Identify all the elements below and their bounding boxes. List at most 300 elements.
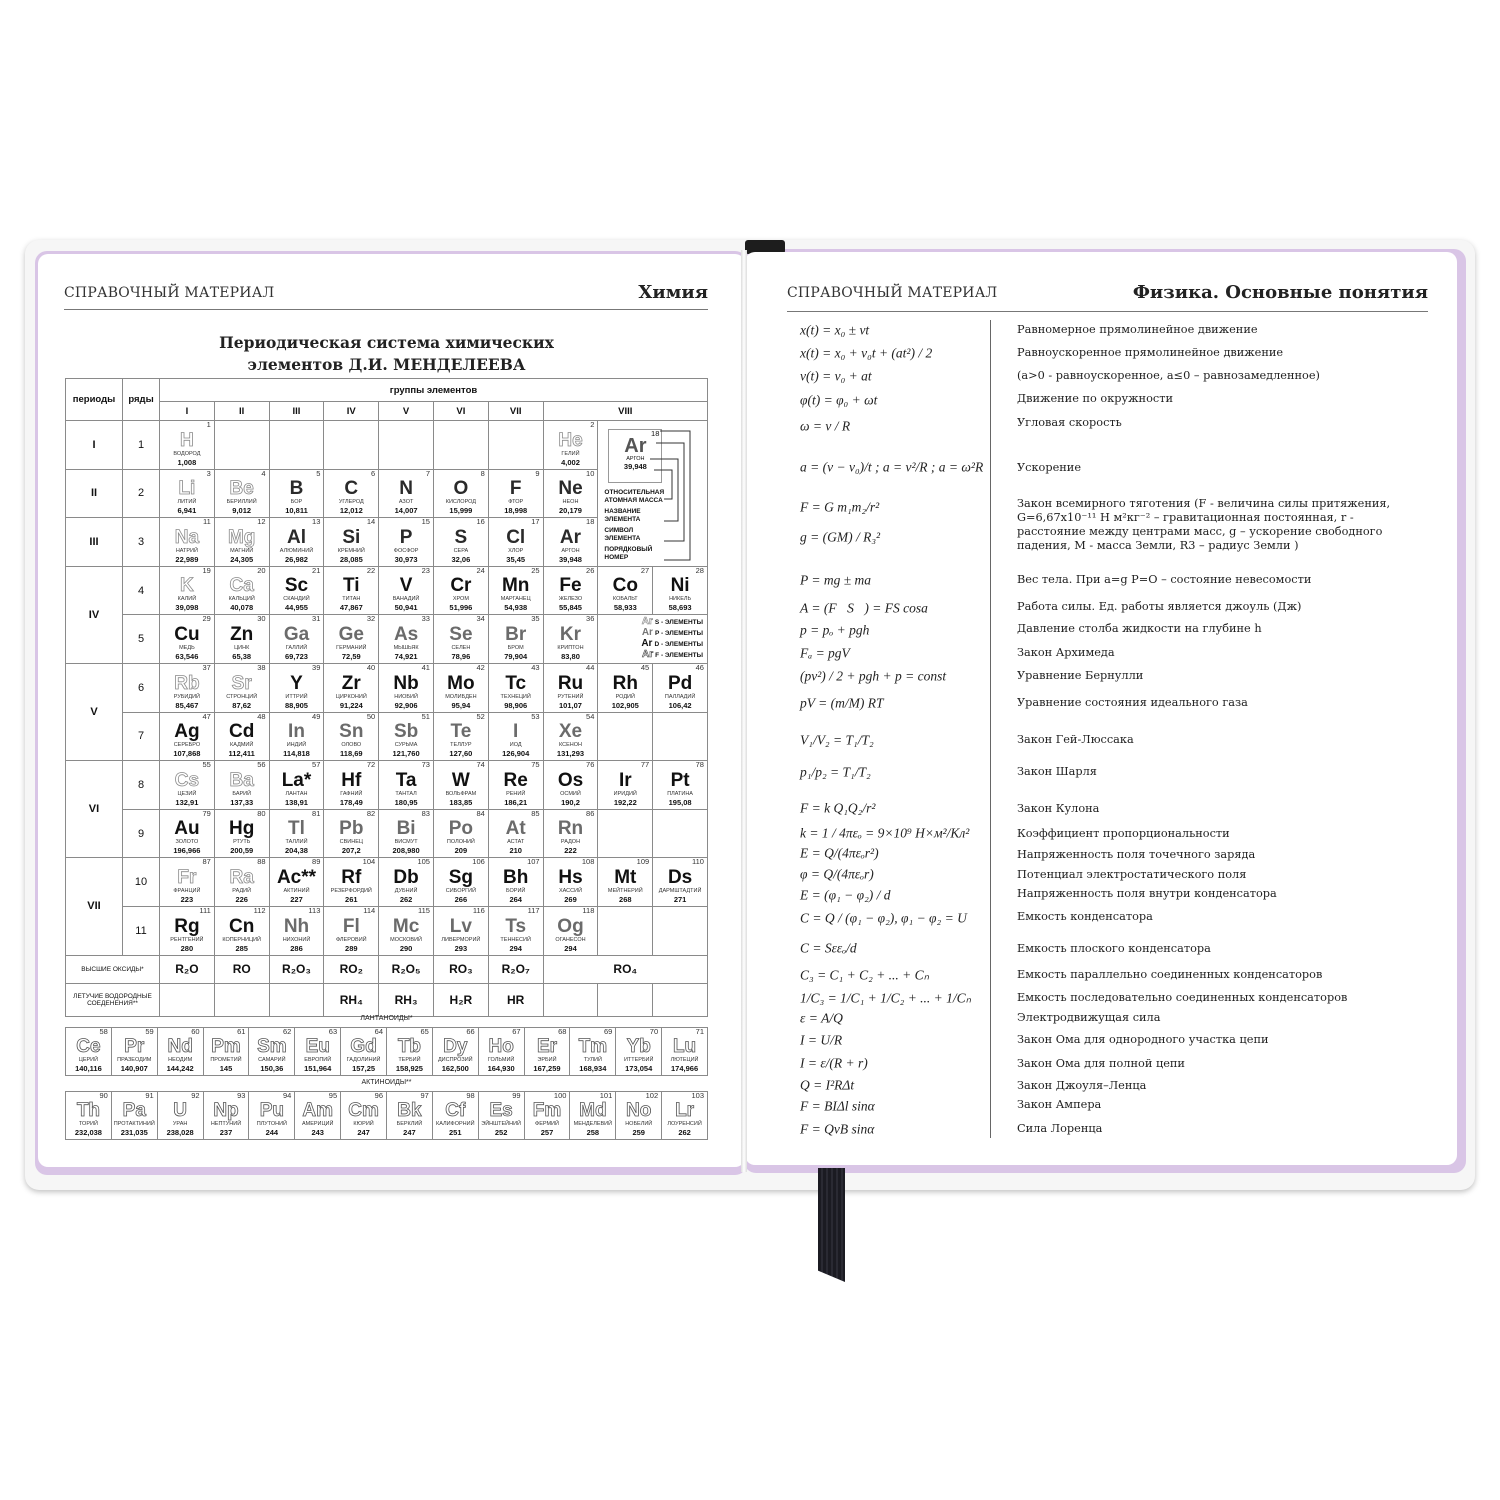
physics-formula: F = QvB sinα bbox=[800, 1121, 875, 1137]
element-symbol: Co bbox=[612, 575, 638, 597]
atomic-mass: 88,905 bbox=[285, 700, 308, 710]
element-symbol: Np bbox=[213, 1100, 239, 1121]
atomic-number: 78 bbox=[695, 761, 704, 770]
element-cell bbox=[653, 664, 707, 712]
element-name: ОСМИЙ bbox=[560, 790, 581, 797]
f-element-cell bbox=[249, 1092, 294, 1139]
element-symbol: Ar bbox=[559, 526, 582, 548]
atomic-mass: 58,933 bbox=[613, 603, 637, 613]
atomic-number: 79 bbox=[202, 809, 211, 818]
element-cell bbox=[270, 470, 324, 518]
element-cell bbox=[160, 858, 214, 906]
formula-description: Закон Шарля bbox=[1017, 765, 1097, 778]
right-header-title: Физика. Основные понятия bbox=[1132, 282, 1428, 303]
atomic-mass: 226 bbox=[235, 894, 248, 904]
element-cell bbox=[324, 470, 378, 518]
element-name: ЛИВЕРМОРИЙ bbox=[441, 936, 481, 943]
element-cell bbox=[270, 761, 324, 809]
element-symbol: Sc bbox=[284, 575, 309, 597]
element-symbol: Ir bbox=[618, 769, 632, 791]
element-symbol: Br bbox=[505, 623, 527, 645]
atomic-mass: 39,948 bbox=[559, 554, 582, 564]
atomic-number: 35 bbox=[531, 615, 540, 624]
block-legend-symbol: Ar bbox=[642, 649, 654, 661]
legend-name: АРГОН bbox=[626, 456, 645, 462]
element-name: УРАН bbox=[172, 1121, 188, 1127]
atomic-number: 84 bbox=[476, 809, 485, 818]
element-name: БАРИЙ bbox=[232, 790, 252, 797]
rows-header: ряды bbox=[123, 379, 159, 420]
element-name: ЛЮТЕЦИЙ bbox=[670, 1057, 699, 1063]
element-name: СТРОНЦИЙ bbox=[226, 693, 258, 700]
element-cell bbox=[324, 858, 378, 906]
element-name: МЕЙТНЕРИЙ bbox=[607, 887, 643, 894]
element-symbol: H bbox=[180, 429, 194, 451]
atomic-number: 67 bbox=[512, 1028, 521, 1036]
element-symbol: Eu bbox=[305, 1036, 330, 1057]
atomic-mass: 10,811 bbox=[285, 506, 308, 516]
element-cell bbox=[489, 470, 543, 518]
element-cell bbox=[324, 567, 378, 615]
atomic-number: 96 bbox=[374, 1092, 383, 1100]
element-name: НИОБИЙ bbox=[394, 693, 418, 700]
element-cell bbox=[270, 858, 324, 906]
block-legend-label: F - ЭЛЕМЕНТЫ bbox=[655, 652, 703, 660]
group-header: V bbox=[379, 402, 433, 420]
atomic-mass: 204,38 bbox=[285, 846, 308, 856]
f-element-cell bbox=[295, 1028, 340, 1075]
f-element-cell bbox=[616, 1028, 661, 1075]
atomic-number: 97 bbox=[420, 1092, 429, 1100]
element-cell bbox=[215, 810, 269, 858]
physics-formula: F = BIΔl sinα bbox=[800, 1098, 875, 1114]
atomic-number: 34 bbox=[476, 615, 485, 624]
element-symbol: Cl bbox=[506, 526, 526, 548]
element-cell bbox=[434, 615, 488, 663]
element-symbol: Nb bbox=[393, 672, 419, 694]
element-symbol: Ts bbox=[505, 915, 527, 937]
element-symbol: Pm bbox=[211, 1036, 241, 1057]
atomic-number: 102 bbox=[645, 1092, 659, 1100]
element-symbol: Pu bbox=[259, 1100, 284, 1121]
atomic-number: 40 bbox=[366, 663, 376, 672]
element-name: РАДИЙ bbox=[232, 887, 252, 894]
legend-mass: 39,948 bbox=[623, 462, 647, 471]
element-name: ВОДОРОД bbox=[173, 450, 201, 457]
atomic-number: 71 bbox=[695, 1028, 704, 1036]
atomic-number: 57 bbox=[312, 761, 321, 770]
element-symbol: Cn bbox=[229, 915, 255, 937]
formula-description: Электродвижущая сила bbox=[1017, 1011, 1161, 1024]
element-symbol: Cu bbox=[174, 623, 200, 645]
element-cell bbox=[324, 907, 378, 955]
formula-description: Коэффициент пропорциональности bbox=[1017, 827, 1230, 840]
f-element-cell bbox=[66, 1028, 111, 1075]
physics-formula: k = 1 / 4πεₒ = 9×10⁹ H×м²/Кл² bbox=[800, 825, 970, 841]
row-number: 3 bbox=[123, 518, 159, 566]
hydride-formula: RH₄ bbox=[324, 984, 378, 1016]
element-name: ПЛУТОНИЙ bbox=[256, 1121, 288, 1127]
physics-formula: x(t) = x₀ + v₀t + (at²) / 2 bbox=[800, 345, 933, 361]
element-name: КАЛИФОРНИЙ bbox=[435, 1121, 475, 1127]
row-number: 1 bbox=[123, 421, 159, 469]
element-cell bbox=[434, 907, 488, 955]
legend-label: ОТНОСИТЕЛЬНАЯ АТОМНАЯ МАССА bbox=[604, 489, 665, 504]
element-symbol: Nd bbox=[167, 1036, 193, 1057]
element-name: ЛАНТАН bbox=[285, 790, 308, 797]
atomic-number: 108 bbox=[581, 858, 595, 867]
atomic-number: 66 bbox=[466, 1028, 475, 1036]
element-name: ДИСПРОЗИЙ bbox=[437, 1057, 473, 1063]
atomic-number: 70 bbox=[649, 1028, 659, 1036]
atomic-mass: 127,60 bbox=[449, 749, 473, 759]
physics-formula: pV = (m/M) RT bbox=[800, 695, 884, 711]
f-element-cell bbox=[570, 1028, 615, 1075]
element-cell bbox=[434, 713, 488, 761]
left-header-title: Химия bbox=[638, 282, 708, 303]
element-symbol: P bbox=[399, 526, 413, 548]
element-cell bbox=[489, 713, 543, 761]
atomic-mass: 150,36 bbox=[260, 1064, 284, 1073]
atomic-number: 88 bbox=[257, 858, 266, 867]
atomic-mass: 251 bbox=[449, 1128, 462, 1137]
atomic-mass: 294 bbox=[509, 943, 522, 953]
formula-description: Емкость конденсатора bbox=[1017, 910, 1153, 923]
atomic-number: 15 bbox=[421, 518, 430, 527]
element-cell bbox=[379, 761, 433, 809]
element-name: НИХОНИЙ bbox=[282, 936, 311, 943]
element-cell bbox=[160, 567, 214, 615]
element-cell bbox=[270, 713, 324, 761]
empty-cell bbox=[270, 421, 324, 469]
element-name: ФЛЕРОВИЙ bbox=[335, 936, 367, 943]
element-cell bbox=[489, 615, 543, 663]
element-name: МЕДЬ bbox=[179, 644, 195, 651]
element-cell bbox=[160, 664, 214, 712]
element-symbol: Ni bbox=[670, 575, 690, 597]
atomic-mass: 192,22 bbox=[613, 797, 637, 807]
empty-cell bbox=[653, 810, 707, 858]
f-element-cell bbox=[387, 1092, 432, 1139]
atomic-mass: 126,904 bbox=[502, 749, 530, 759]
formula-column-divider bbox=[990, 320, 991, 1138]
atomic-mass: 140,116 bbox=[75, 1064, 102, 1073]
group-header: VI bbox=[434, 402, 488, 420]
groups-header: группы элементов bbox=[160, 379, 707, 401]
atomic-number: 2 bbox=[590, 421, 595, 429]
atomic-number: 105 bbox=[417, 858, 430, 867]
atomic-mass: 266 bbox=[454, 894, 468, 904]
atomic-number: 49 bbox=[312, 712, 321, 721]
atomic-mass: 158,925 bbox=[395, 1064, 423, 1073]
element-cell bbox=[544, 810, 598, 858]
physics-formula: I = U/R bbox=[800, 1032, 843, 1048]
atomic-mass: 257 bbox=[540, 1128, 554, 1137]
period-label: V bbox=[66, 664, 122, 760]
right-header-label: СПРАВОЧНЫЙ МАТЕРИАЛ bbox=[787, 285, 998, 301]
atomic-mass: 74,921 bbox=[394, 651, 418, 661]
element-name: ДАРМШТАДТИЙ bbox=[658, 887, 702, 894]
element-name: ИТТРИЙ bbox=[285, 693, 308, 700]
element-name: КАЛЬЦИЙ bbox=[228, 596, 255, 603]
atomic-number: 25 bbox=[531, 566, 540, 575]
element-symbol: Mc bbox=[392, 915, 420, 937]
element-name: ЦИРКОНИЙ bbox=[335, 693, 367, 700]
element-symbol: Nh bbox=[283, 915, 310, 937]
element-name: ГАЛЛИЙ bbox=[285, 644, 308, 651]
element-cell bbox=[160, 713, 214, 761]
atomic-mass: 91,224 bbox=[339, 700, 363, 710]
element-symbol: Ag bbox=[174, 721, 200, 743]
row-number: 11 bbox=[123, 907, 159, 955]
element-symbol: Ds bbox=[667, 866, 693, 888]
element-cell bbox=[544, 761, 598, 809]
formula-description: Работа силы. Ед. работы является джоуль (Дж) bbox=[1017, 600, 1302, 613]
element-name: АМЕРИЦИЙ bbox=[301, 1121, 334, 1127]
atomic-number: 7 bbox=[425, 469, 430, 478]
atomic-number: 44 bbox=[586, 663, 595, 672]
formula-description: Закон Ома для однородного участка цепи bbox=[1017, 1033, 1269, 1046]
atomic-number: 72 bbox=[366, 761, 376, 770]
atomic-number: 69 bbox=[603, 1028, 613, 1036]
atomic-mass: 106,42 bbox=[668, 700, 692, 710]
physics-formula: I = ε/(R + r) bbox=[800, 1055, 868, 1071]
atomic-number: 43 bbox=[531, 663, 540, 672]
element-name: НАТРИЙ bbox=[175, 547, 198, 554]
atomic-mass: 137,33 bbox=[230, 797, 254, 807]
atomic-number: 82 bbox=[366, 809, 376, 818]
f-element-cell bbox=[204, 1028, 249, 1075]
element-name: СИБОРГИЙ bbox=[445, 887, 477, 894]
atomic-mass: 259 bbox=[632, 1128, 645, 1137]
atomic-mass: 140,907 bbox=[120, 1064, 148, 1073]
formula-description: Закон всемирного тяготения (F - величина силы притяжения, G=6,67x10⁻¹¹ Н м²кг⁻² – гравитационная постоянная, r - расстояние между центрами масс, g – ускорение свободного падения, M - масса Земли, R3 – радиус Земли ) bbox=[1017, 497, 1391, 552]
element-name: ГЕРМАНИЙ bbox=[336, 644, 367, 651]
element-symbol: Te bbox=[450, 721, 472, 743]
atomic-mass: 252 bbox=[494, 1128, 508, 1137]
element-name: ДУБНИЙ bbox=[394, 887, 418, 894]
atomic-number: 28 bbox=[695, 566, 704, 575]
atomic-number: 1 bbox=[206, 421, 211, 429]
physics-formula: p = pₒ + pgh bbox=[800, 622, 870, 638]
f-element-cell bbox=[341, 1028, 386, 1075]
f-element-cell bbox=[479, 1092, 524, 1139]
group-header: VII bbox=[489, 402, 543, 420]
atomic-mass: 210 bbox=[509, 846, 522, 856]
physics-formula: P = mg ± ma bbox=[800, 572, 872, 588]
f-element-cell bbox=[66, 1092, 111, 1139]
element-cell bbox=[160, 421, 214, 469]
element-cell bbox=[324, 664, 378, 712]
atomic-number: 73 bbox=[421, 761, 430, 770]
element-symbol: K bbox=[180, 575, 194, 597]
element-name: КИСЛОРОД bbox=[445, 499, 477, 506]
element-symbol: Zr bbox=[341, 672, 361, 694]
physics-formula: a = (v − v₀)/t ; a = v²/R ; a = ω²R bbox=[800, 459, 984, 475]
element-name: КРИПТОН bbox=[557, 644, 584, 651]
atomic-mass: 4,002 bbox=[561, 457, 580, 467]
actinoids-label: АКТИНОИДЫ** bbox=[361, 1079, 412, 1086]
atomic-mass: 196,966 bbox=[173, 846, 201, 856]
element-name: УГЛЕРОД bbox=[338, 499, 364, 506]
atomic-mass: 72,59 bbox=[341, 651, 361, 661]
atomic-mass: 247 bbox=[357, 1128, 370, 1137]
page-gutter bbox=[741, 250, 747, 1172]
atomic-number: 3 bbox=[206, 469, 211, 478]
element-cell bbox=[160, 810, 214, 858]
element-cell bbox=[434, 810, 488, 858]
formula-description: Закон Архимеда bbox=[1017, 646, 1115, 659]
atomic-number: 53 bbox=[531, 712, 540, 721]
element-symbol: Fr bbox=[177, 866, 197, 888]
atomic-number: 85 bbox=[531, 809, 540, 818]
bookmark-ribbon[interactable] bbox=[818, 1168, 845, 1282]
formula-description: Угловая скорость bbox=[1017, 416, 1122, 429]
atomic-number: 32 bbox=[366, 615, 376, 624]
atomic-mass: 269 bbox=[564, 894, 577, 904]
element-name: ОГАНЕСОН bbox=[555, 936, 586, 943]
oxides-label: ВЫСШИЕ ОКСИДЫ* bbox=[66, 956, 159, 983]
atomic-mass: 118,69 bbox=[340, 749, 363, 759]
element-symbol: Sb bbox=[393, 721, 419, 743]
atomic-mass: 20,179 bbox=[559, 506, 582, 516]
element-symbol: Ge bbox=[338, 623, 364, 645]
formula-description: Емкость параллельно соединенных конденсаторов bbox=[1017, 968, 1323, 981]
row-number: 2 bbox=[123, 470, 159, 518]
element-symbol: Pb bbox=[339, 818, 364, 840]
right-header-divider bbox=[787, 311, 1428, 312]
element-symbol: Mn bbox=[501, 575, 530, 597]
element-cell bbox=[544, 907, 598, 955]
element-cell bbox=[379, 810, 433, 858]
atomic-number: 50 bbox=[366, 712, 376, 721]
formula-description: Закон Ампера bbox=[1017, 1098, 1102, 1111]
element-cell bbox=[434, 858, 488, 906]
atomic-mass: 208,980 bbox=[392, 846, 420, 856]
element-cell bbox=[544, 518, 598, 566]
element-symbol: La* bbox=[281, 769, 312, 791]
element-symbol: Fe bbox=[559, 575, 582, 597]
formula-description: Равномерное прямолинейное движение bbox=[1017, 323, 1258, 336]
atomic-number: 26 bbox=[586, 566, 595, 575]
element-name: КОБАЛЬТ bbox=[612, 596, 638, 603]
atomic-mass: 12,012 bbox=[339, 506, 363, 516]
atomic-number: 5 bbox=[316, 469, 321, 478]
atomic-number: 104 bbox=[362, 858, 376, 867]
atomic-mass: 168,934 bbox=[579, 1064, 607, 1073]
element-cell bbox=[270, 518, 324, 566]
element-name: РАДОН bbox=[560, 839, 581, 846]
f-element-cell bbox=[433, 1092, 478, 1139]
atomic-number: 94 bbox=[282, 1092, 292, 1100]
atomic-number: 106 bbox=[472, 858, 485, 867]
atomic-number: 109 bbox=[636, 858, 650, 867]
atomic-mass: 223 bbox=[180, 894, 194, 904]
atomic-number: 18 bbox=[586, 518, 595, 527]
atomic-mass: 79,904 bbox=[504, 651, 528, 661]
element-name: ОЛОВО bbox=[341, 742, 362, 749]
element-name: ЛОУРЕНСИЙ bbox=[667, 1121, 702, 1127]
element-symbol: Xe bbox=[558, 721, 583, 743]
element-symbol: Ra bbox=[229, 866, 254, 888]
element-cell bbox=[489, 907, 543, 955]
group-header: III bbox=[270, 402, 324, 420]
element-name: РЕНТГЕНИЙ bbox=[170, 936, 204, 943]
element-name: ЕВРОПИЙ bbox=[304, 1057, 332, 1063]
atomic-mass: 151,964 bbox=[304, 1064, 332, 1073]
element-name: ТЕХНЕЦИЙ bbox=[500, 693, 531, 700]
element-name: ТЕЛЛУР bbox=[450, 742, 472, 749]
atomic-number: 38 bbox=[257, 663, 266, 672]
element-cell bbox=[434, 470, 488, 518]
element-name: СКАНДИЙ bbox=[283, 596, 310, 603]
physics-formula: E = (φ₁ − φ₂) / d bbox=[800, 887, 891, 903]
element-symbol: Ga bbox=[283, 623, 310, 645]
atomic-number: 11 bbox=[203, 518, 211, 527]
element-name: ФТОР bbox=[508, 499, 524, 506]
atomic-number: 39 bbox=[312, 663, 321, 672]
element-name: СЕЛЕН bbox=[451, 644, 471, 651]
element-symbol: Am bbox=[302, 1100, 334, 1121]
atomic-number: 27 bbox=[640, 566, 650, 575]
actinoids-row bbox=[65, 1091, 708, 1140]
empty-cell bbox=[598, 713, 652, 761]
element-name: ЖЕЛЕЗО bbox=[558, 596, 583, 603]
atomic-mass: 24,305 bbox=[230, 554, 254, 564]
element-name: ФОСФОР bbox=[393, 547, 419, 554]
element-name: АЛЮМИНИЙ bbox=[279, 547, 314, 554]
element-name: ХЛОР bbox=[508, 547, 524, 554]
element-name: СВИНЕЦ bbox=[339, 839, 363, 846]
element-symbol: Ho bbox=[488, 1036, 514, 1057]
atomic-number: 33 bbox=[421, 615, 430, 624]
element-name: КАЛИЙ bbox=[177, 596, 197, 603]
element-name: БОР bbox=[290, 499, 303, 506]
f-element-cell bbox=[525, 1028, 570, 1075]
formula-description: (a>0 - равноускоренное, a≤0 – равнозамедленное) bbox=[1017, 369, 1320, 382]
atomic-mass: 195,08 bbox=[668, 797, 692, 807]
atomic-mass: 144,242 bbox=[166, 1064, 194, 1073]
atomic-number: 92 bbox=[191, 1092, 200, 1100]
atomic-mass: 238,028 bbox=[166, 1128, 194, 1137]
element-cell bbox=[270, 664, 324, 712]
element-cell bbox=[324, 713, 378, 761]
formula-description: Закон Ома для полной цепи bbox=[1017, 1057, 1185, 1070]
element-cell bbox=[598, 664, 652, 712]
element-symbol: Rg bbox=[174, 915, 200, 937]
element-name: ИОД bbox=[509, 742, 522, 749]
atomic-number: 115 bbox=[418, 906, 430, 915]
element-name: ВАНАДИЙ bbox=[392, 596, 420, 603]
atomic-number: 4 bbox=[261, 469, 266, 478]
formula-description: Закон Джоуля–Ленца bbox=[1017, 1079, 1147, 1092]
physics-formula: g = (GM) / R₃² bbox=[800, 529, 881, 545]
element-cell bbox=[215, 858, 269, 906]
empty-cell bbox=[434, 421, 488, 469]
atomic-mass: 294 bbox=[564, 943, 577, 953]
element-name: ПРОТАКТИНИЙ bbox=[113, 1121, 155, 1127]
atomic-number: 60 bbox=[191, 1028, 200, 1036]
element-symbol: Ru bbox=[557, 672, 584, 694]
f-element-cell bbox=[662, 1092, 707, 1139]
atomic-number: 19 bbox=[202, 566, 211, 575]
element-name: СЕРА bbox=[453, 547, 469, 554]
element-symbol: Na bbox=[174, 526, 200, 548]
element-cell bbox=[379, 858, 433, 906]
element-symbol: S bbox=[454, 526, 468, 548]
element-symbol: Es bbox=[489, 1100, 513, 1121]
element-name: ТУЛИЙ bbox=[583, 1057, 602, 1063]
